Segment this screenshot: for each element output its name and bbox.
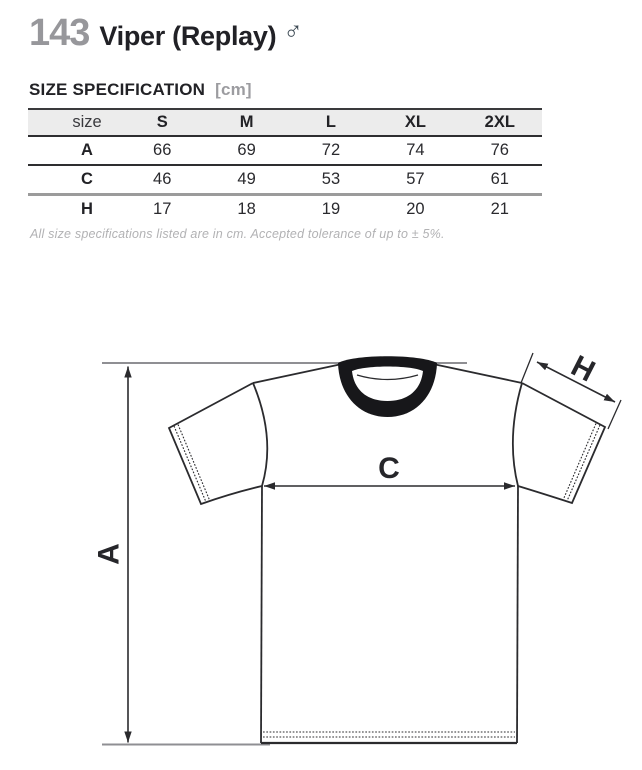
left-body-side bbox=[261, 486, 262, 743]
right-sleeve bbox=[518, 383, 605, 503]
label-sleeve-h: H bbox=[565, 349, 601, 389]
left-armhole-seam bbox=[253, 383, 267, 486]
cell-a-m: 69 bbox=[237, 141, 256, 159]
cell-c-xl: 57 bbox=[406, 169, 425, 188]
cell-h-l: 19 bbox=[321, 199, 341, 218]
male-icon: ♂ bbox=[283, 16, 303, 46]
h-extension-right bbox=[608, 400, 621, 429]
collar bbox=[338, 356, 437, 417]
right-shoulder-seam bbox=[433, 364, 522, 383]
cell-c-2xl: 61 bbox=[490, 169, 509, 188]
cell-a-xl: 74 bbox=[406, 141, 425, 159]
row-label-c: C bbox=[81, 169, 93, 188]
cell-h-s: 17 bbox=[153, 199, 172, 218]
section-title: SIZE SPECIFICATION bbox=[29, 80, 206, 99]
column-header-s: S bbox=[156, 113, 168, 131]
label-length-a: A bbox=[92, 543, 126, 565]
left-sleeve bbox=[169, 383, 262, 504]
cell-a-2xl: 76 bbox=[490, 141, 509, 159]
right-body-side bbox=[517, 486, 518, 743]
column-header-size: size bbox=[72, 113, 102, 131]
tolerance-note: All size specifications listed are in cm. Accepted tolerance of up to ± 5%. bbox=[30, 227, 445, 241]
cell-c-s: 46 bbox=[153, 169, 172, 188]
column-header-2xl: 2XL bbox=[484, 113, 515, 131]
h-extension-left bbox=[521, 353, 533, 383]
cell-h-xl: 20 bbox=[406, 199, 425, 218]
cell-a-l: 72 bbox=[321, 141, 341, 159]
column-header-xl: XL bbox=[404, 113, 426, 131]
product-number: 143 bbox=[29, 12, 90, 54]
label-chest-c: C bbox=[378, 452, 400, 485]
cell-h-2xl: 21 bbox=[490, 199, 509, 218]
row-label-a: A bbox=[81, 141, 93, 159]
section-unit-label: [cm] bbox=[215, 80, 252, 99]
product-name: Viper (Replay) bbox=[99, 21, 277, 51]
cell-h-m: 18 bbox=[237, 199, 256, 218]
row-label-h: H bbox=[81, 199, 93, 218]
left-shoulder-seam bbox=[253, 364, 342, 383]
column-header-m: M bbox=[239, 113, 254, 131]
cell-c-l: 53 bbox=[321, 169, 341, 188]
cell-c-m: 49 bbox=[237, 169, 256, 188]
right-armhole-seam bbox=[513, 383, 522, 486]
cell-a-s: 66 bbox=[153, 141, 172, 159]
column-header-l: L bbox=[325, 113, 337, 131]
